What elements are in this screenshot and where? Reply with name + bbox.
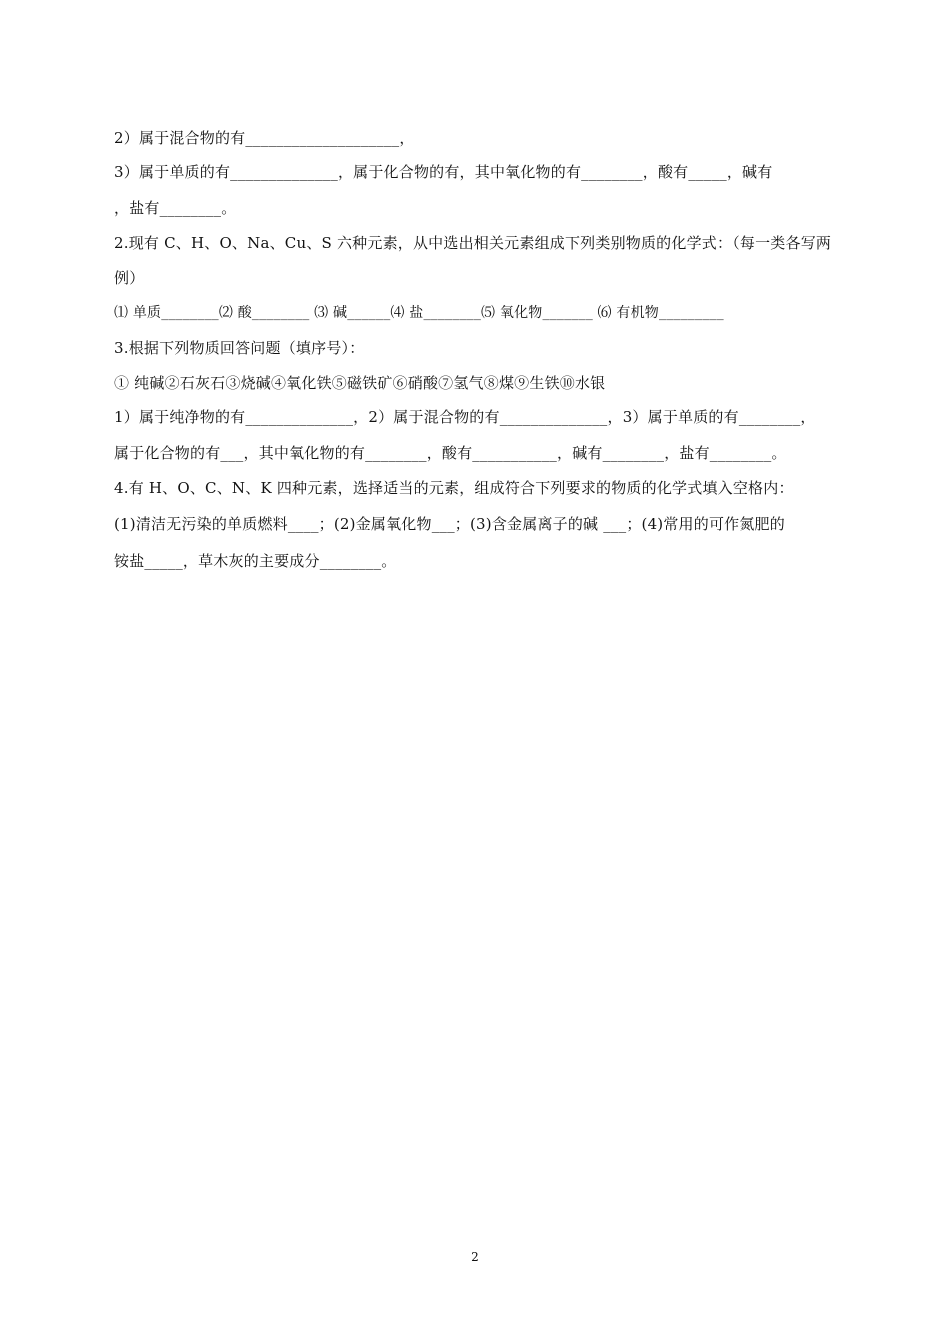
q3-blanks-line-2: 属于化合物的有___，其中氧化物的有________，酸有___________，碱有________，盐有________。 (114, 444, 787, 462)
q1-mixture-line: 2）属于混合物的有____________________， (114, 129, 415, 147)
q2-answer-blanks: ⑴ 单质________⑵ 酸________ ⑶ 碱______⑷ 盐________⑸ 氧化物_______ ⑹ 有机物_________ (114, 305, 724, 321)
q2-prompt-line: 2.现有 C、H、O、Na、Cu、S 六种元素，从中选出相关元素组成下列类别物质的化学式：（每一类各写两 (114, 234, 832, 252)
q3-prompt-line: 3.根据下列物质回答问题（填序号）： (114, 339, 365, 357)
page-number: 2 (471, 1250, 479, 1264)
q4-prompt-line: 4.有 H、O、C、N、K 四种元素，选择适当的元素，组成符合下列要求的物质的化学式填入空格内： (114, 479, 794, 497)
q1-salt-line: ，盐有________。 (114, 199, 237, 217)
q4-blanks-line-1: (1)清洁无污染的单质燃料____；(2)金属氧化物___；(3)含金属离子的碱 ___；(4)常用的可作氮肥的 (114, 515, 785, 533)
q2-prompt-continuation: 例） (114, 269, 145, 287)
q3-blanks-line-1: 1）属于纯净物的有______________，2）属于混合物的有______________，3）属于单质的有________， (114, 408, 816, 426)
q1-element-compound-line: 3）属于单质的有______________，属于化合物的有，其中氧化物的有________，酸有_____，碱有 (114, 163, 773, 181)
q4-blanks-line-2: 铵盐_____，草木灰的主要成分________。 (114, 552, 397, 570)
q3-substance-list: ① 纯碱②石灰石③烧碱④氧化铁⑤磁铁矿⑥硝酸⑦氢气⑧煤⑨生铁⑩水银 (114, 374, 606, 392)
